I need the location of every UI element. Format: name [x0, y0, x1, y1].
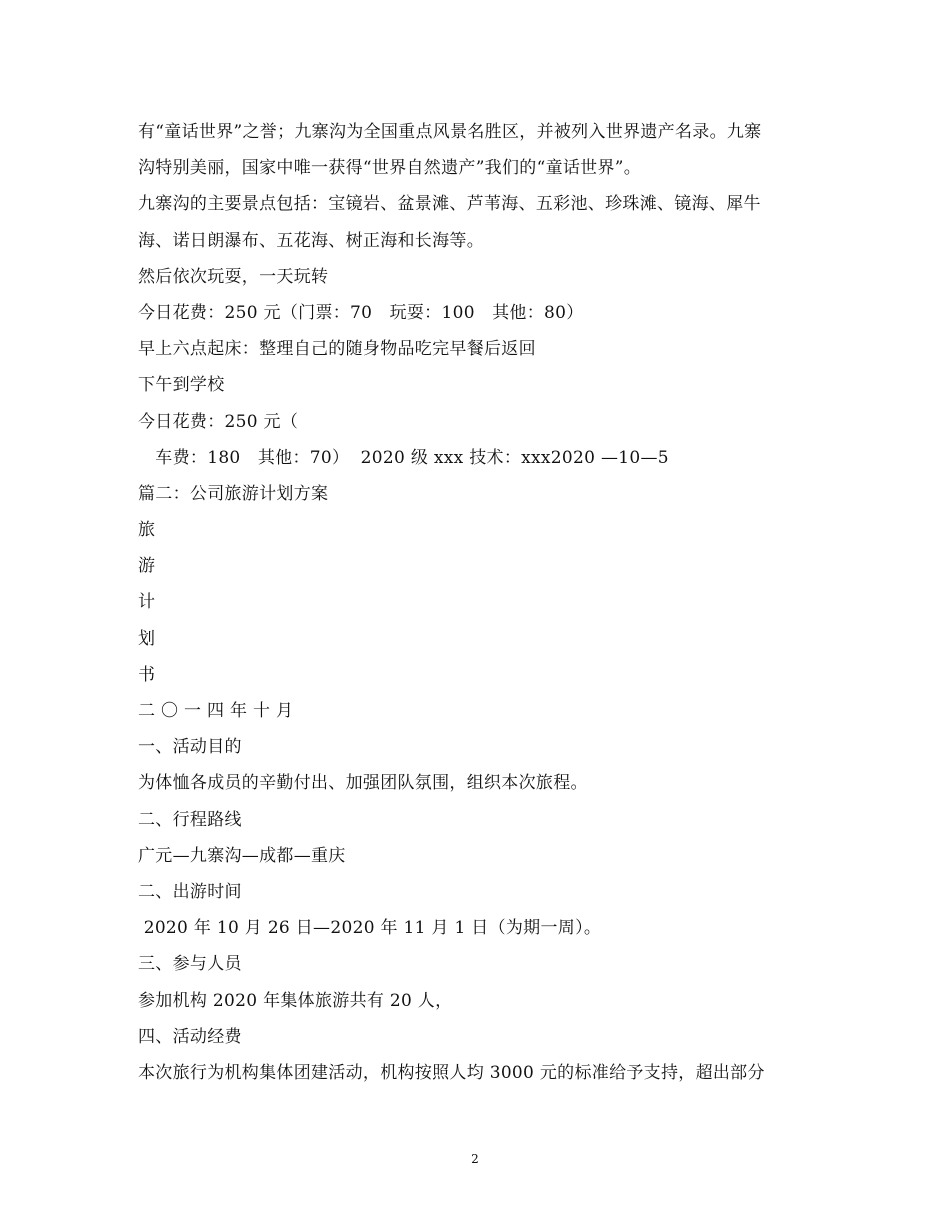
- heading-activity-funding: 四、活动经费: [138, 1026, 242, 1047]
- document-body: [138, 114, 818, 1091]
- heading-activity-purpose: 一、活动目的: [138, 737, 242, 758]
- text-line-3: 九寨沟的主要景点包括：宝镜岩、盆景滩、芦苇海、五彩池、珍珠滩、镜海、犀牛: [138, 194, 761, 215]
- document-date: 二 〇 一 四 年 十 月: [138, 701, 294, 721]
- title-char-3: 计: [138, 592, 156, 613]
- text-activity-purpose: 为体恤各成员的辛勤付出、加强团队氛围，组织本次旅程。: [138, 773, 588, 794]
- section-heading-plan: 篇二：公司旅游计划方案: [138, 483, 329, 504]
- text-line-2: 沟特别美丽，国家中唯一获得“世界自然遗产”我们的“童话世界”。: [138, 158, 642, 179]
- title-char-1: 旅: [138, 520, 156, 541]
- text-line-10: 车费：180 其他：70） 2020 级 xxx 技术：xxx2020 —10—5: [138, 447, 669, 468]
- text-itinerary-route: 广元—九寨沟—成都—重庆: [138, 845, 346, 866]
- title-char-2: 游: [138, 556, 156, 577]
- text-line-9: 今日花费：250 元（: [138, 411, 299, 432]
- text-line-1: 有“童话世界”之誉；九寨沟为全国重点风景名胜区，并被列入世界遗产名录。九寨: [138, 122, 762, 142]
- heading-travel-time: 二、出游时间: [138, 881, 242, 902]
- text-line-8: 下午到学校: [138, 375, 225, 396]
- heading-participants: 三、参与人员: [138, 954, 242, 975]
- heading-itinerary-route: 二、行程路线: [138, 809, 242, 830]
- text-line-6: 今日花费：250 元（门票：70 玩耍：100 其他：80）: [138, 302, 584, 323]
- text-participants: 参加机构 2020 年集体旅游共有 20 人，: [138, 990, 453, 1011]
- title-char-5: 书: [138, 664, 156, 685]
- text-line-4: 海、诺日朗瀑布、五花海、树正海和长海等。: [138, 230, 484, 251]
- text-line-7: 早上六点起床：整理自己的随身物品吃完早餐后返回: [138, 339, 536, 360]
- title-char-4: 划: [138, 628, 156, 649]
- text-line-5: 然后依次玩耍，一天玩转: [138, 266, 329, 287]
- page-number: 2: [471, 1152, 479, 1166]
- text-travel-time: 2020 年 10 月 26 日—2020 年 11 月 1 日（为期一周）。: [138, 918, 602, 939]
- text-activity-funding: 本次旅行为机构集体团建活动，机构按照人均 3000 元的标准给予支持，超出部分: [138, 1062, 765, 1083]
